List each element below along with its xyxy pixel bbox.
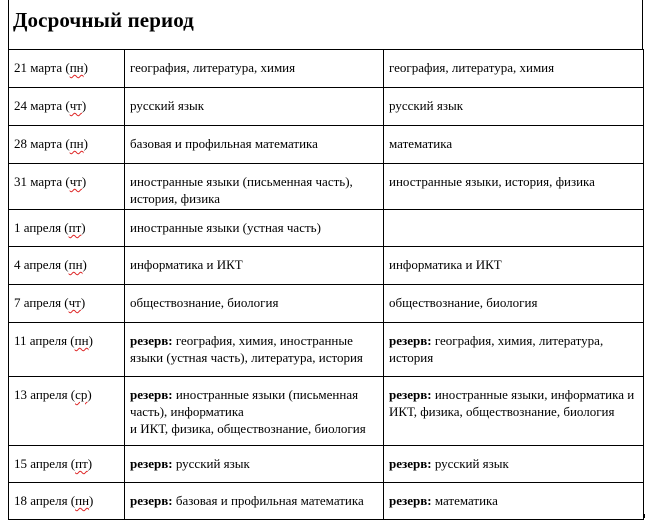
date-cell: 24 марта (чт) bbox=[9, 88, 125, 126]
date-cell: 21 марта (пн) bbox=[9, 50, 125, 88]
date-cell: 1 апреля (пт) bbox=[9, 210, 125, 247]
reserve-label: резерв: bbox=[389, 456, 435, 471]
table-row bbox=[9, 88, 644, 126]
date-cell: 15 апреля (пт) bbox=[9, 446, 125, 483]
table-continuation bbox=[8, 514, 645, 518]
date-cell: 28 марта (пн) bbox=[9, 126, 125, 164]
heading-cell bbox=[8, 0, 643, 50]
date-cell: 13 апреля (ср) bbox=[9, 377, 125, 446]
reserve-label: резерв: bbox=[130, 493, 176, 508]
table-row bbox=[9, 446, 644, 483]
date-text: 7 апреля ( bbox=[14, 295, 69, 310]
subjects-text: иностранные языки (письменная часть), история, физика bbox=[130, 174, 353, 206]
subjects-cell bbox=[125, 126, 384, 164]
subjects-cell bbox=[125, 377, 384, 446]
subjects-cell bbox=[125, 88, 384, 126]
weekday-text: пт bbox=[75, 456, 88, 471]
date-cell: 7 апреля (чт) bbox=[9, 285, 125, 323]
reserve-label: резерв: bbox=[389, 333, 435, 348]
subjects-text: информатика и ИКТ bbox=[389, 257, 502, 272]
subjects-cell bbox=[125, 210, 384, 247]
subjects-alt-cell bbox=[384, 50, 644, 88]
subjects-text: география, литература, химия bbox=[130, 60, 296, 75]
weekday-text: пн bbox=[69, 60, 84, 75]
subjects-text: базовая и профильная математика bbox=[175, 493, 364, 508]
document-page bbox=[8, 0, 643, 518]
subjects-cell bbox=[125, 323, 384, 377]
subjects-text: математика bbox=[434, 493, 498, 508]
weekday-text: пн bbox=[75, 493, 90, 508]
subjects-alt-cell bbox=[384, 446, 644, 483]
schedule-table bbox=[8, 49, 644, 520]
date-text: 1 апреля ( bbox=[14, 220, 69, 235]
table-row bbox=[9, 377, 644, 446]
subjects-alt-cell bbox=[384, 210, 644, 247]
date-text: 18 апреля ( bbox=[14, 493, 76, 508]
subjects-cell bbox=[125, 285, 384, 323]
subjects-alt-cell bbox=[384, 285, 644, 323]
subjects-alt-cell bbox=[384, 88, 644, 126]
weekday-text: пн bbox=[69, 136, 84, 151]
subjects-cell bbox=[125, 50, 384, 88]
subjects-alt-cell bbox=[384, 164, 644, 210]
reserve-label: резерв: bbox=[389, 387, 435, 402]
subjects-alt-cell bbox=[384, 126, 644, 164]
subjects-cell bbox=[125, 247, 384, 285]
subjects-text: математика bbox=[389, 136, 453, 151]
date-cell: 4 апреля (пн) bbox=[9, 247, 125, 285]
date-text: 11 апреля ( bbox=[14, 333, 75, 348]
date-text: 4 апреля ( bbox=[14, 257, 69, 272]
weekday-text: чт bbox=[69, 174, 82, 189]
reserve-label: резерв: bbox=[130, 387, 176, 402]
subjects-text: география, химия, литература, история bbox=[389, 333, 604, 365]
reserve-label: резерв: bbox=[389, 493, 435, 508]
weekday-text: пт bbox=[68, 220, 82, 235]
date-text: 24 марта ( bbox=[14, 98, 70, 113]
subjects-text: география, химия, иностранные языки (устная часть), литература, история bbox=[130, 333, 363, 365]
reserve-label: резерв: bbox=[130, 333, 176, 348]
date-text: 28 марта ( bbox=[14, 136, 70, 151]
subjects-text: и ИКТ, физика, обществознание, биология bbox=[130, 421, 366, 436]
table-row bbox=[9, 50, 644, 88]
weekday-text: чт bbox=[69, 98, 82, 113]
subjects-text: иностранные языки (письменная часть), информатика bbox=[130, 387, 359, 419]
date-text: 21 марта ( bbox=[14, 60, 70, 75]
table-row bbox=[9, 126, 644, 164]
date-cell: 18 апреля (пн) bbox=[9, 483, 125, 520]
weekday-text: пн bbox=[74, 333, 89, 348]
subjects-cell bbox=[125, 164, 384, 210]
subjects-alt-cell bbox=[384, 377, 644, 446]
subjects-text: русский язык bbox=[175, 456, 250, 471]
subjects-cell bbox=[125, 446, 384, 483]
subjects-alt-cell bbox=[384, 247, 644, 285]
weekday-text: ср bbox=[75, 387, 88, 402]
table-row bbox=[9, 285, 644, 323]
date-text: 13 апреля ( bbox=[14, 387, 76, 402]
table-row bbox=[9, 323, 644, 377]
table-row bbox=[9, 164, 644, 210]
subjects-text: иностранные языки, информатика и ИКТ, физика, обществознание, биология bbox=[389, 387, 635, 419]
subjects-text: русский язык bbox=[434, 456, 509, 471]
date-text: 15 апреля ( bbox=[14, 456, 76, 471]
date-cell: 11 апреля (пн) bbox=[9, 323, 125, 377]
schedule-body bbox=[9, 50, 644, 520]
weekday-text: пн bbox=[68, 257, 83, 272]
table-row bbox=[9, 210, 644, 247]
subjects-text: русский язык bbox=[130, 98, 205, 113]
subjects-text: базовая и профильная математика bbox=[130, 136, 318, 151]
subjects-text: русский язык bbox=[389, 98, 464, 113]
table-row bbox=[9, 247, 644, 285]
date-text: 31 марта ( bbox=[14, 174, 70, 189]
subjects-text: иностранные языки (устная часть) bbox=[130, 220, 321, 235]
date-cell: 31 марта (чт) bbox=[9, 164, 125, 210]
subjects-text: обществознание, биология bbox=[389, 295, 538, 310]
subjects-text: обществознание, биология bbox=[130, 295, 279, 310]
weekday-text: чт bbox=[68, 295, 81, 310]
subjects-alt-cell bbox=[384, 323, 644, 377]
subjects-text: иностранные языки, история, физика bbox=[389, 174, 595, 189]
reserve-label: резерв: bbox=[130, 456, 176, 471]
subjects-text: информатика и ИКТ bbox=[130, 257, 243, 272]
page-title: Досрочный период bbox=[13, 8, 194, 32]
subjects-text: география, литература, химия bbox=[389, 60, 555, 75]
